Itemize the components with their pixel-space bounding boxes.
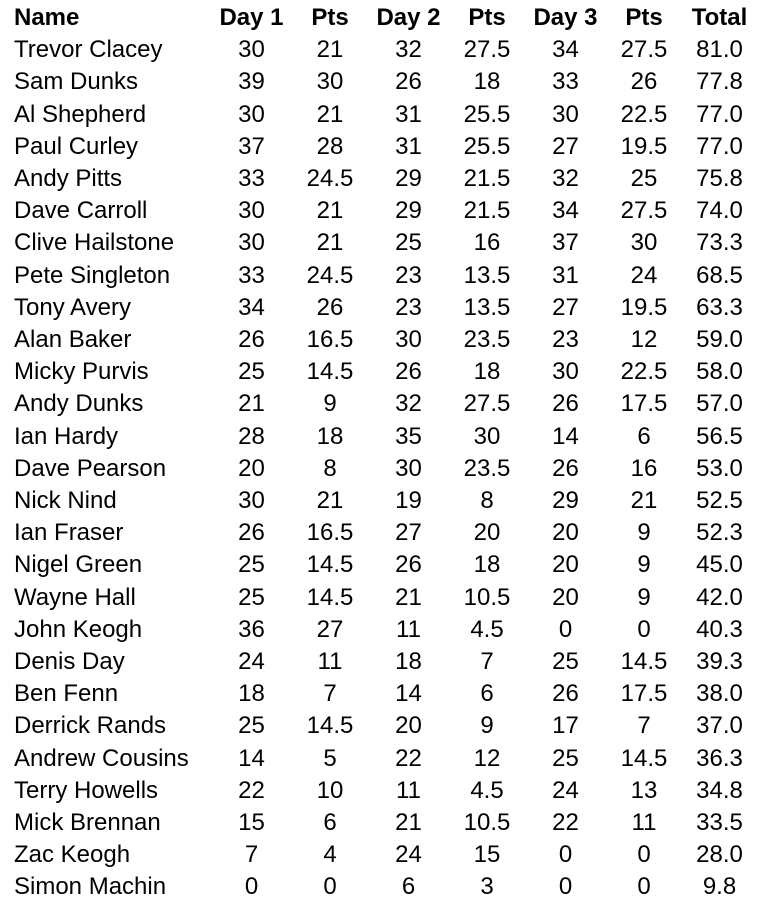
cell-day1-pts: 21 (316, 197, 344, 225)
cell-total: 42.0 (696, 583, 743, 611)
cell-total: 40.3 (696, 615, 743, 643)
cell-day2: 11 (396, 615, 421, 643)
table-body (0, 34, 760, 903)
cell-day1: 15 (238, 809, 265, 837)
cell-day3: 20 (552, 519, 579, 547)
cell-day2: 21 (395, 809, 422, 837)
cell-day2: 6 (401, 873, 416, 901)
cell-day3-pts: 24 (630, 261, 658, 289)
cell-day1: 33 (238, 165, 265, 193)
cell-day1: 36 (238, 615, 265, 643)
cell-day3: 20 (552, 583, 579, 611)
cell-name: Clive Hailstone (14, 229, 175, 257)
cell-day3-pts: 21 (630, 487, 658, 515)
cell-day1: 22 (238, 776, 265, 804)
table-row (0, 582, 760, 614)
table-row (0, 260, 760, 292)
cell-day3-pts: 0 (637, 841, 651, 869)
cell-day1: 30 (238, 36, 265, 64)
cell-day1-pts: 28 (316, 132, 344, 160)
cell-day1: 37 (238, 132, 265, 160)
cell-day1-pts: 21 (316, 36, 344, 64)
cell-day1-pts: 26 (316, 293, 344, 321)
cell-day2: 23 (395, 261, 422, 289)
cell-day1: 26 (238, 519, 265, 547)
cell-day3: 0 (558, 873, 573, 901)
cell-day3: 29 (552, 487, 579, 515)
cell-day3: 26 (552, 454, 579, 482)
cell-total: 59.0 (696, 326, 743, 354)
table-row (0, 517, 760, 549)
cell-name: Al Shepherd (14, 100, 147, 128)
cell-day1: 25 (238, 583, 265, 611)
cell-day3: 33 (552, 68, 579, 96)
table-row (0, 227, 760, 259)
cell-total: 34.8 (696, 776, 743, 804)
table-row (0, 99, 760, 131)
cell-day1: 14 (238, 744, 265, 772)
cell-name: John Keogh (14, 615, 143, 643)
cell-day1-pts: 21 (316, 229, 344, 257)
cell-day3: 32 (552, 165, 579, 193)
cell-name: Alan Baker (14, 326, 132, 354)
cell-day2-pts: 7 (480, 648, 494, 676)
cell-day2: 21 (395, 583, 422, 611)
cell-day2: 29 (395, 197, 422, 225)
scores-table (0, 2, 760, 904)
cell-day3-pts: 0 (637, 873, 651, 901)
cell-day1-pts: 7 (323, 680, 337, 708)
cell-day1: 30 (238, 487, 265, 515)
cell-name: Trevor Clacey (14, 36, 163, 64)
cell-name: Andy Dunks (14, 390, 144, 418)
cell-name: Nick Nind (14, 487, 117, 515)
cell-day2-pts: 13.5 (463, 261, 511, 289)
cell-day2-pts: 12 (473, 744, 501, 772)
cell-day3-pts: 19.5 (620, 293, 668, 321)
cell-day3: 27 (552, 132, 579, 160)
cell-day1: 30 (238, 229, 265, 257)
cell-name: Andrew Cousins (14, 744, 189, 772)
cell-day3: 27 (552, 293, 579, 321)
cell-day2: 32 (395, 390, 422, 418)
cell-day3: 25 (552, 648, 579, 676)
cell-day2: 26 (395, 551, 422, 579)
cell-name: Pete Singleton (14, 261, 171, 289)
cell-total: 28.0 (696, 841, 743, 869)
cell-day2: 19 (395, 487, 422, 515)
table-row (0, 775, 760, 807)
table-row (0, 743, 760, 775)
cell-day3-pts: 13 (630, 776, 658, 804)
cell-day2: 26 (395, 358, 422, 386)
cell-total: 58.0 (696, 358, 743, 386)
cell-day3-pts: 26 (630, 68, 658, 96)
cell-name: Simon Machin (14, 873, 167, 901)
cell-day3: 20 (552, 551, 579, 579)
cell-day3-pts: 9 (637, 551, 651, 579)
cell-day3-pts: 17.5 (620, 390, 668, 418)
table-row (0, 614, 760, 646)
cell-day2-pts: 27.5 (463, 36, 511, 64)
cell-day1-pts: 9 (323, 390, 337, 418)
cell-total: 39.3 (696, 648, 743, 676)
cell-total: 45.0 (696, 551, 743, 579)
cell-day3: 30 (552, 100, 579, 128)
cell-day2: 22 (395, 744, 422, 772)
cell-total: 33.5 (696, 809, 743, 837)
cell-total: 81.0 (696, 36, 743, 64)
cell-day2-pts: 15 (473, 841, 501, 869)
cell-day3: 34 (552, 197, 579, 225)
cell-day3: 37 (552, 229, 579, 257)
cell-day3-pts: 9 (637, 583, 651, 611)
cell-day1: 30 (238, 197, 265, 225)
header-day3: Day 3 (533, 4, 598, 31)
cell-day3-pts: 17.5 (620, 680, 668, 708)
cell-day3-pts: 27.5 (620, 36, 668, 64)
cell-day1: 21 (238, 390, 265, 418)
cell-day2-pts: 21.5 (463, 197, 511, 225)
cell-day3: 14 (552, 422, 579, 450)
cell-day2: 14 (395, 680, 422, 708)
cell-total: 37.0 (696, 712, 743, 740)
cell-day2: 31 (395, 100, 422, 128)
cell-day2-pts: 20 (473, 519, 501, 547)
cell-total: 53.0 (696, 454, 743, 482)
cell-name: Ian Hardy (14, 422, 119, 450)
table-row (0, 453, 760, 485)
cell-day2: 30 (395, 454, 422, 482)
cell-day1: 25 (238, 551, 265, 579)
cell-day1: 34 (238, 293, 265, 321)
cell-day3: 23 (552, 326, 579, 354)
cell-name: Dave Pearson (14, 454, 167, 482)
header-day2: Day 2 (376, 4, 441, 31)
cell-day3-pts: 0 (637, 615, 651, 643)
cell-day3-pts: 12 (630, 326, 658, 354)
table-row (0, 131, 760, 163)
cell-day1: 20 (238, 454, 265, 482)
cell-day2-pts: 23.5 (463, 454, 511, 482)
cell-name: Wayne Hall (14, 583, 136, 611)
cell-day2: 32 (395, 36, 422, 64)
cell-day3: 24 (552, 776, 579, 804)
cell-day2: 29 (395, 165, 422, 193)
cell-day3: 25 (552, 744, 579, 772)
cell-day1-pts: 11 (317, 648, 343, 676)
table-row (0, 807, 760, 839)
cell-day2: 18 (395, 648, 422, 676)
cell-day1-pts: 24.5 (306, 261, 354, 289)
cell-day2-pts: 8 (480, 487, 494, 515)
cell-day2-pts: 16 (473, 229, 501, 257)
cell-day1-pts: 0 (323, 873, 337, 901)
table-row (0, 163, 760, 195)
cell-total: 68.5 (696, 261, 743, 289)
cell-day3-pts: 9 (637, 519, 651, 547)
cell-day1: 0 (244, 873, 259, 901)
cell-day2-pts: 10.5 (463, 809, 511, 837)
cell-total: 75.8 (696, 165, 743, 193)
cell-day3-pts: 7 (637, 712, 651, 740)
cell-day1-pts: 14.5 (306, 358, 354, 386)
header-day1-pts: Pts (311, 4, 349, 31)
header-day3-pts: Pts (625, 4, 663, 31)
cell-day2: 23 (395, 293, 422, 321)
cell-name: Nigel Green (14, 551, 143, 579)
cell-total: 77.0 (696, 100, 743, 128)
cell-day2: 20 (395, 712, 422, 740)
cell-name: Andy Pitts (14, 165, 123, 193)
cell-day2-pts: 4.5 (470, 615, 504, 643)
cell-day3: 31 (552, 261, 579, 289)
cell-day2: 31 (395, 132, 422, 160)
cell-day3-pts: 16 (630, 454, 658, 482)
cell-total: 74.0 (696, 197, 743, 225)
cell-day1-pts: 21 (316, 487, 344, 515)
header-total: Total (691, 4, 748, 31)
cell-day3-pts: 14.5 (620, 744, 668, 772)
table-row (0, 66, 760, 98)
cell-day1-pts: 16.5 (306, 326, 354, 354)
cell-total: 77.8 (696, 68, 743, 96)
table-row (0, 678, 760, 710)
cell-total: 52.3 (696, 519, 743, 547)
table-row (0, 485, 760, 517)
header-name: Name (14, 4, 80, 31)
table-header (0, 2, 760, 34)
cell-day3-pts: 11 (631, 809, 657, 837)
cell-day2: 30 (395, 326, 422, 354)
cell-total: 36.3 (696, 744, 743, 772)
cell-total: 57.0 (696, 390, 743, 418)
table-row (0, 292, 760, 324)
cell-day3-pts: 14.5 (620, 648, 668, 676)
cell-day1-pts: 8 (323, 454, 337, 482)
cell-day1-pts: 14.5 (306, 551, 354, 579)
cell-day3: 34 (552, 36, 579, 64)
cell-day3-pts: 27.5 (620, 197, 668, 225)
cell-day1: 24 (238, 648, 265, 676)
cell-name: Dave Carroll (14, 197, 148, 225)
table-row (0, 388, 760, 420)
cell-name: Paul Curley (14, 132, 139, 160)
cell-day2: 35 (395, 422, 422, 450)
cell-day1: 30 (238, 100, 265, 128)
table-row (0, 871, 760, 903)
header-day2-pts: Pts (468, 4, 506, 31)
cell-day2-pts: 4.5 (470, 776, 504, 804)
cell-day3: 26 (552, 390, 579, 418)
cell-total: 63.3 (696, 293, 743, 321)
cell-total: 52.5 (696, 487, 743, 515)
cell-day1-pts: 4 (323, 841, 337, 869)
cell-day2-pts: 27.5 (463, 390, 511, 418)
cell-day2-pts: 6 (480, 680, 494, 708)
cell-day2: 26 (395, 68, 422, 96)
cell-total: 38.0 (696, 680, 743, 708)
cell-name: Denis Day (14, 648, 125, 676)
cell-name: Ben Fenn (14, 680, 119, 708)
cell-day2-pts: 18 (473, 551, 501, 579)
table-row (0, 421, 760, 453)
cell-total: 9.8 (702, 873, 737, 901)
cell-day2-pts: 3 (480, 873, 494, 901)
cell-name: Zac Keogh (14, 841, 131, 869)
cell-day1-pts: 24.5 (306, 165, 354, 193)
header-day1: Day 1 (219, 4, 284, 31)
cell-day1-pts: 16.5 (306, 519, 354, 547)
table-row (0, 195, 760, 227)
cell-day1-pts: 21 (316, 100, 344, 128)
table-row (0, 324, 760, 356)
cell-day1-pts: 27 (316, 615, 344, 643)
table-row (0, 710, 760, 742)
table-row (0, 839, 760, 871)
cell-name: Ian Fraser (14, 519, 124, 547)
cell-name: Derrick Rands (14, 712, 167, 740)
cell-day3-pts: 6 (637, 422, 651, 450)
table-row (0, 356, 760, 388)
cell-day3: 22 (552, 809, 579, 837)
cell-day1: 26 (238, 326, 265, 354)
cell-day3: 0 (558, 615, 573, 643)
cell-name: Micky Purvis (14, 358, 149, 386)
cell-day2: 25 (395, 229, 422, 257)
header-row (0, 2, 760, 34)
cell-day2-pts: 25.5 (463, 132, 511, 160)
table-row (0, 34, 760, 66)
cell-day1-pts: 14.5 (306, 583, 354, 611)
cell-total: 56.5 (696, 422, 743, 450)
cell-day3: 0 (558, 841, 573, 869)
cell-day2-pts: 21.5 (463, 165, 511, 193)
cell-day1-pts: 6 (323, 809, 337, 837)
cell-day3-pts: 30 (630, 229, 658, 257)
cell-name: Sam Dunks (14, 68, 139, 96)
cell-total: 73.3 (696, 229, 743, 257)
cell-day1: 39 (238, 68, 265, 96)
cell-day2: 11 (396, 776, 421, 804)
cell-day1-pts: 18 (316, 422, 344, 450)
cell-day1: 25 (238, 358, 265, 386)
cell-day2-pts: 25.5 (463, 100, 511, 128)
cell-day3-pts: 22.5 (620, 100, 668, 128)
cell-day2: 24 (395, 841, 422, 869)
cell-day1: 25 (238, 712, 265, 740)
cell-day2-pts: 18 (473, 68, 501, 96)
cell-day3: 26 (552, 680, 579, 708)
cell-day2-pts: 9 (480, 712, 494, 740)
cell-day2-pts: 10.5 (463, 583, 511, 611)
cell-day1: 7 (244, 841, 259, 869)
cell-day1: 28 (238, 422, 265, 450)
cell-day2-pts: 23.5 (463, 326, 511, 354)
cell-day3-pts: 19.5 (620, 132, 668, 160)
cell-day1-pts: 14.5 (306, 712, 354, 740)
cell-day3-pts: 25 (630, 165, 658, 193)
cell-name: Terry Howells (14, 776, 159, 804)
cell-day2-pts: 30 (473, 422, 501, 450)
cell-day1-pts: 5 (323, 744, 337, 772)
cell-day3: 17 (552, 712, 579, 740)
table-row (0, 549, 760, 581)
cell-day2-pts: 13.5 (463, 293, 511, 321)
cell-day2: 27 (395, 519, 422, 547)
cell-name: Mick Brennan (14, 809, 161, 837)
cell-day1: 33 (238, 261, 265, 289)
cell-day1-pts: 10 (316, 776, 344, 804)
cell-day1-pts: 30 (316, 68, 344, 96)
cell-day1: 18 (238, 680, 265, 708)
cell-total: 77.0 (696, 132, 743, 160)
cell-name: Tony Avery (14, 293, 131, 321)
cell-day3-pts: 22.5 (620, 358, 668, 386)
table-row (0, 646, 760, 678)
cell-day3: 30 (552, 358, 579, 386)
cell-day2-pts: 18 (473, 358, 501, 386)
